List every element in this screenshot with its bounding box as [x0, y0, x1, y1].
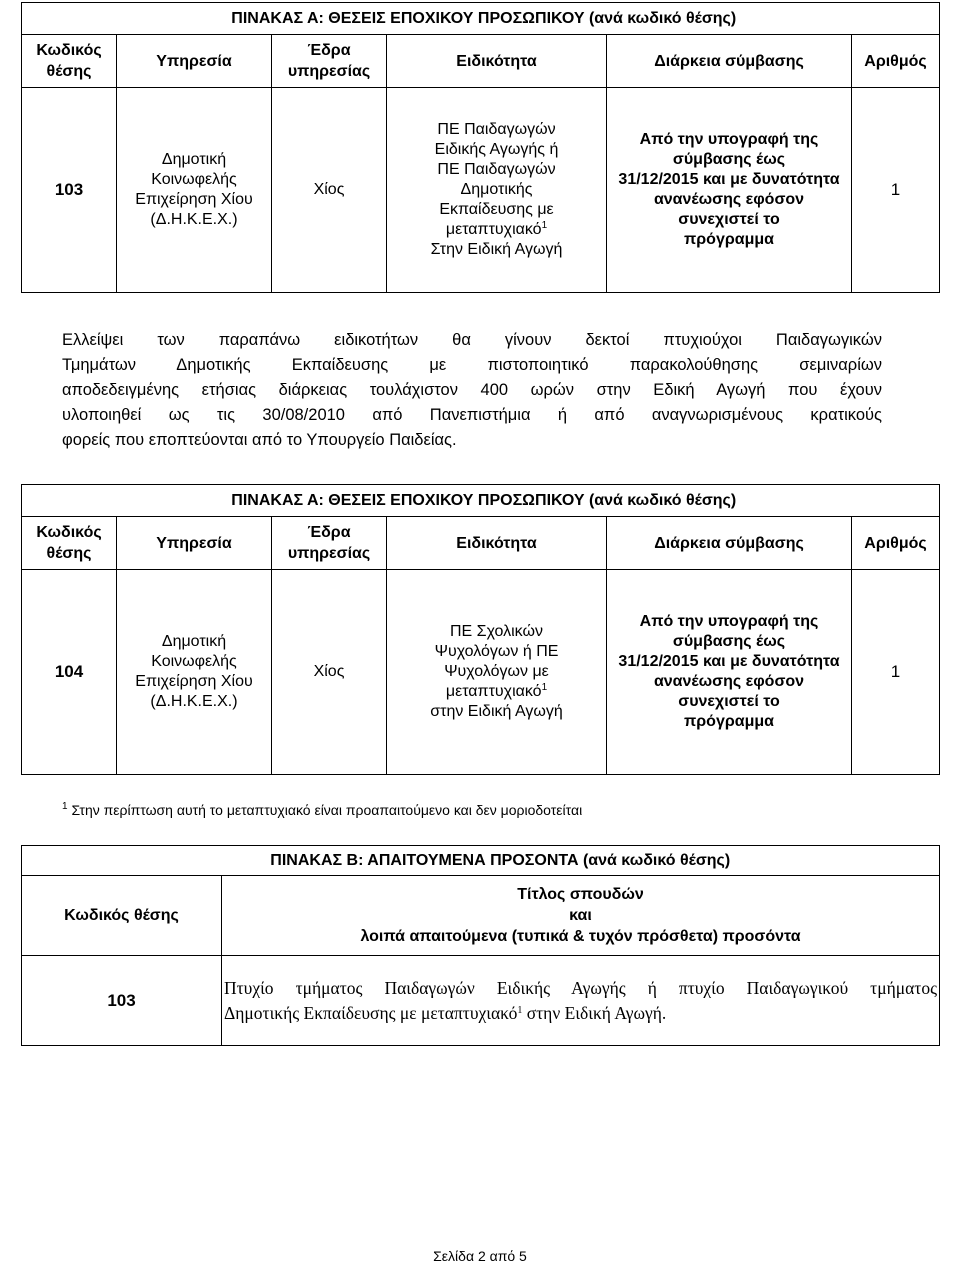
- footnote-text: Στην περίπτωση αυτή το μεταπτυχιακό είναι προαπαιτούμενο και δεν μοριοδοτείται: [67, 802, 583, 818]
- position-code: 104: [22, 570, 117, 775]
- header-count: Αριθμός: [852, 35, 940, 88]
- table-header-row: [22, 35, 940, 88]
- header-seat: Έδρα υπηρεσίας: [272, 35, 387, 88]
- seat-cell: Χίος: [272, 88, 387, 293]
- table-a-103: [21, 2, 940, 293]
- header-duration: Διάρκεια σύμβασης: [607, 35, 852, 88]
- position-code: 103: [22, 956, 222, 1046]
- header-service: Υπηρεσία: [117, 517, 272, 570]
- table-row: [22, 570, 940, 775]
- specialty-cell: ΠΕ Σχολικών Ψυχολόγων ή ΠΕ Ψυχολόγων με μεταπτυχιακό$^1$ στην Ειδική Αγωγή: [387, 570, 607, 775]
- header-service: Υπηρεσία: [117, 35, 272, 88]
- header-duration: Διάρκεια σύμβασης: [607, 517, 852, 570]
- header-code: Κωδικός θέσης: [22, 876, 222, 956]
- service-cell: Δημοτική Κοινωφελής Επιχείρηση Χίου (Δ.Η.Κ.Ε.Χ.): [117, 88, 272, 293]
- table-header-row: [22, 517, 940, 570]
- service-cell: Δημοτική Κοινωφελής Επιχείρηση Χίου (Δ.Η.Κ.Ε.Χ.): [117, 570, 272, 775]
- position-code: 103: [22, 88, 117, 293]
- table-row: [22, 88, 940, 293]
- duration-cell: Από την υπογραφή της σύμβασης έως 31/12/2015 και με δυνατότητα ανανέωσης εφόσον συνεχιστεί το πρόγραμμα: [607, 570, 852, 775]
- table-header-row: [22, 876, 940, 956]
- header-code: Κωδικός θέσης: [22, 35, 117, 88]
- page-number: Σελίδα 2 από 5: [433, 1248, 527, 1264]
- alternative-qualifications-paragraph: Ελλείψει των παραπάνω ειδικοτήτων θα γίνουν δεκτοί πτυχιούχοι Παιδαγωγικών Τμημάτων Δημοτικής Εκπαίδευσης με πιστοποιητικό παρακολούθησης σεμιναρίων αποδεδειγμένης ετήσιας διάρκειας τουλάχιστον 400 ωρών στην Εδική Αγωγή που έχουν υλοποιηθεί ως τις 30/08/2010 από Πανεπιστήμια ή από αναγνωρισμένους κρατικούς φορείς που εποπτεύονται από το Υπουργείο Παιδείας.: [62, 331, 882, 449]
- specialty-cell: ΠΕ Παιδαγωγών Ειδικής Αγωγής ή ΠΕ Παιδαγωγών Δημοτικής Εκπαίδευσης με μεταπτυχιακό$^1$ Στην Ειδική Αγωγή: [387, 88, 607, 293]
- table-caption: ΠΙΝΑΚΑΣ Α: ΘΕΣΕΙΣ ΕΠΟΧΙΚΟΥ ΠΡΟΣΩΠΙΚΟΥ (ανά κωδικό θέσης): [117, 485, 940, 517]
- count-cell: 1: [852, 88, 940, 293]
- table-caption: ΠΙΝΑΚΑΣ Β: ΑΠΑΙΤΟΥΜΕΝΑ ΠΡΟΣΟΝΤΑ (ανά κωδικό θέσης): [222, 846, 940, 876]
- count-cell: 1: [852, 570, 940, 775]
- header-specialty: Ειδικότητα: [387, 517, 607, 570]
- header-count: Αριθμός: [852, 517, 940, 570]
- qualifications-cell: Πτυχίο τμήματος Παιδαγωγών Ειδικής Αγωγής ή πτυχίο Παιδαγωγικού τμήματος Δημοτικής Εκπαίδευσης με μεταπτυχιακό$^1$ στην Ειδική Αγωγή.: [222, 956, 940, 1046]
- header-seat: Έδρα υπηρεσίας: [272, 517, 387, 570]
- footnote: [62, 802, 582, 818]
- table-a-104: [21, 484, 940, 775]
- table-b: [21, 845, 940, 1046]
- duration-cell: Από την υπογραφή της σύμβασης έως 31/12/2015 και με δυνατότητα ανανέωσης εφόσον συνεχιστεί το πρόγραμμα: [607, 88, 852, 293]
- footnote-mark: 1: [62, 801, 68, 812]
- table-row: [22, 956, 940, 1046]
- seat-cell: Χίος: [272, 570, 387, 775]
- header-title: Τίτλος σπουδών και λοιπά απαιτούμενα (τυπικά & τυχόν πρόσθετα) προσόντα: [222, 876, 940, 956]
- table-caption: ΠΙΝΑΚΑΣ Α: ΘΕΣΕΙΣ ΕΠΟΧΙΚΟΥ ΠΡΟΣΩΠΙΚΟΥ (ανά κωδικό θέσης): [117, 3, 940, 35]
- header-code: Κωδικός θέσης: [22, 517, 117, 570]
- header-specialty: Ειδικότητα: [387, 35, 607, 88]
